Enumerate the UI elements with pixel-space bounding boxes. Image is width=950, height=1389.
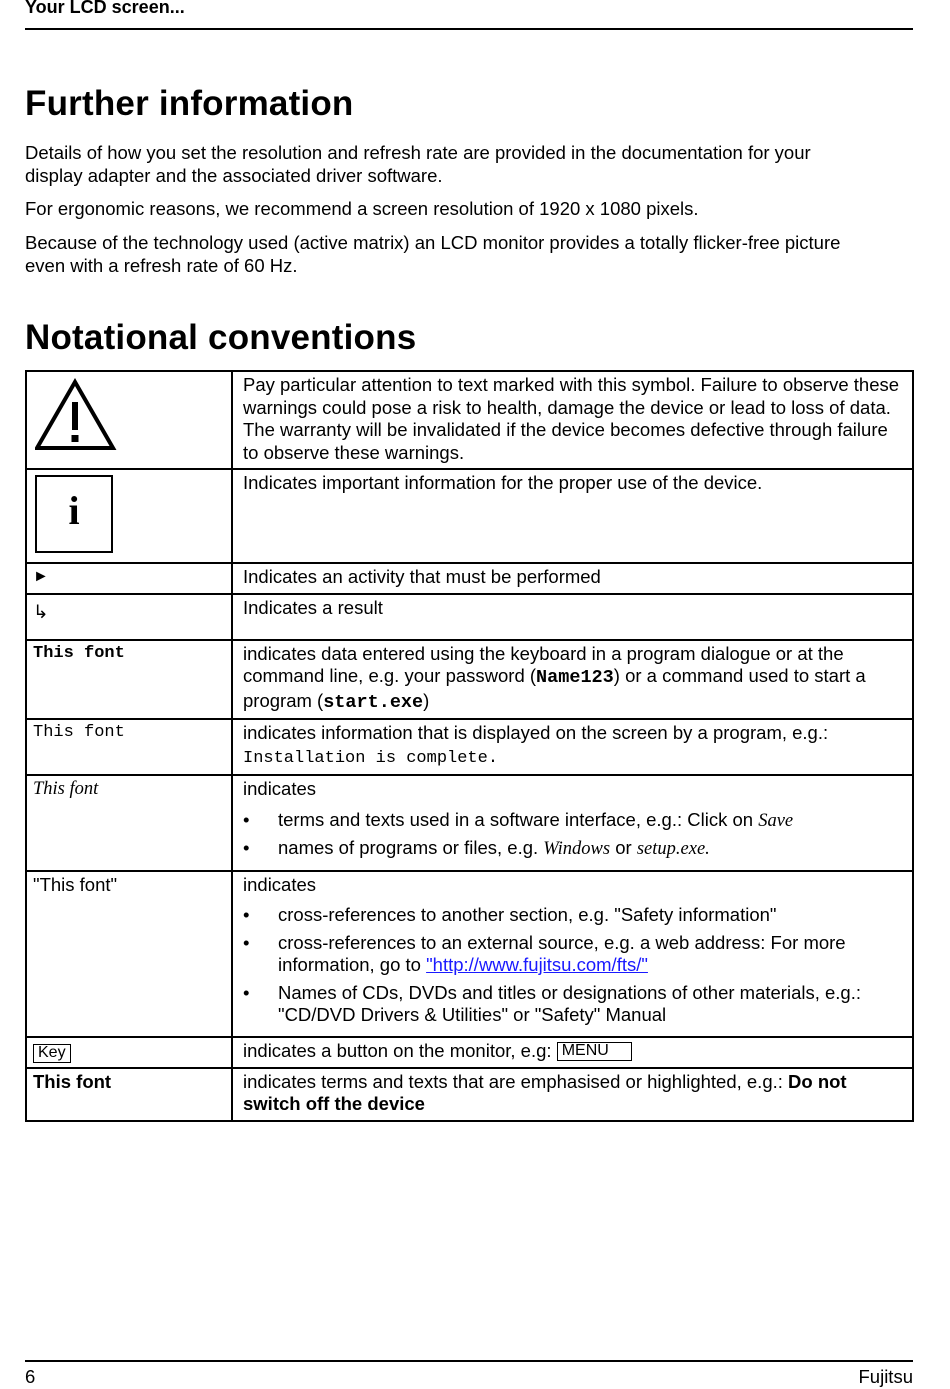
activity-description: Indicates an activity that must be performed: [232, 563, 913, 594]
table-row: [26, 371, 913, 469]
bold-font-description: indicates terms and texts that are emphasised or highlighted, e.g.: Do not switch off the device: [232, 1068, 913, 1121]
quoted-font-description: indicates • cross-references to another section, e.g. "Safety information" • cross-references to an external source, e.g. a web address: For more information, go to "http://www.fujitsu.com/fts/" • Names of CDs, DVDs and titles or designations of other materials, e.g.: "CD/DVD Drivers & Utilities" or "Safety" Manual: [232, 871, 913, 1037]
info-icon: i: [35, 475, 113, 553]
activity-arrow-icon: ►: [26, 563, 232, 594]
further-paragraph-3: Because of the technology used (active matrix) an LCD monitor provides a totally flicker-free picture even with a refresh rate of 60 Hz.: [25, 232, 841, 276]
table-row: [26, 469, 913, 563]
list-item: • terms and texts used in a software interface, e.g.: Click on Save: [243, 809, 906, 833]
table-row: [26, 719, 913, 775]
further-paragraph-1: Details of how you set the resolution and refresh rate are provided in the documentation for your display adapter and the associated driver software.: [25, 142, 811, 186]
table-row: [26, 594, 913, 640]
result-arrow-icon: ↳: [26, 594, 232, 640]
screen-font-description: indicates information that is displayed on the screen by a program, e.g.: Installation is complete.: [232, 719, 913, 775]
conventions-table: [25, 370, 914, 1122]
key-description: indicates a button on the monitor, e.g: MENU: [232, 1037, 913, 1068]
warning-icon-cell: [26, 371, 232, 469]
further-paragraph-2: For ergonomic reasons, we recommend a screen resolution of 1920 x 1080 pixels.: [25, 198, 699, 219]
warning-description: Pay particular attention to text marked with this symbol. Failure to observe these warnings could pose a risk to health, damage the device or lead to loss of data. The warranty will be invalidated if the device becomes defective through failure to observe these warnings.: [232, 371, 913, 469]
footer-brand: Fujitsu: [858, 1366, 913, 1387]
key-sample-cell: [26, 1037, 232, 1068]
page-number: 6: [25, 1366, 36, 1387]
screen-font-sample: This font: [26, 719, 232, 775]
keyboard-font-description: indicates data entered using the keyboard in a program dialogue or at the command line, e.g. your password (Name123) or a command used to start a program (start.exe): [232, 640, 913, 720]
table-row: [26, 640, 913, 720]
menu-key-example: MENU: [557, 1042, 632, 1061]
footer-rule: [25, 1360, 913, 1362]
keyboard-font-sample: This font: [26, 640, 232, 720]
quoted-font-sample: "This font": [26, 871, 232, 1037]
bold-font-sample: This font: [26, 1068, 232, 1121]
list-item: • cross-references to another section, e.g. "Safety information": [243, 904, 906, 927]
table-row: [26, 563, 913, 594]
table-row: [26, 1037, 913, 1068]
italic-font-sample: This font: [26, 775, 232, 871]
list-item: • Names of CDs, DVDs and titles or designations of other materials, e.g.: "CD/DVD Drivers & Utilities" or "Safety" Manual: [243, 982, 906, 1027]
table-row: [26, 775, 913, 871]
info-description: Indicates important information for the proper use of the device.: [232, 469, 913, 563]
notational-conventions-heading: Notational conventions: [25, 318, 417, 357]
fujitsu-link[interactable]: "http://www.fujitsu.com/fts/": [426, 954, 648, 975]
table-row: [26, 1068, 913, 1121]
result-description: Indicates a result: [232, 594, 913, 640]
key-sample: Key: [33, 1044, 71, 1063]
warning-icon: [35, 378, 119, 452]
list-item: • cross-references to an external source, e.g. a web address: For more information, go to "http://www.fujitsu.com/fts/": [243, 932, 906, 977]
table-row: [26, 871, 913, 1037]
running-header: Your LCD screen...: [25, 0, 185, 17]
header-rule: [25, 28, 913, 30]
italic-font-description: indicates • terms and texts used in a software interface, e.g.: Click on Save • names of programs or files, e.g. Windows or setup.exe.: [232, 775, 913, 871]
list-item: • names of programs or files, e.g. Windows or setup.exe.: [243, 837, 906, 861]
further-information-heading: Further information: [25, 84, 354, 123]
info-icon-cell: [26, 469, 232, 563]
